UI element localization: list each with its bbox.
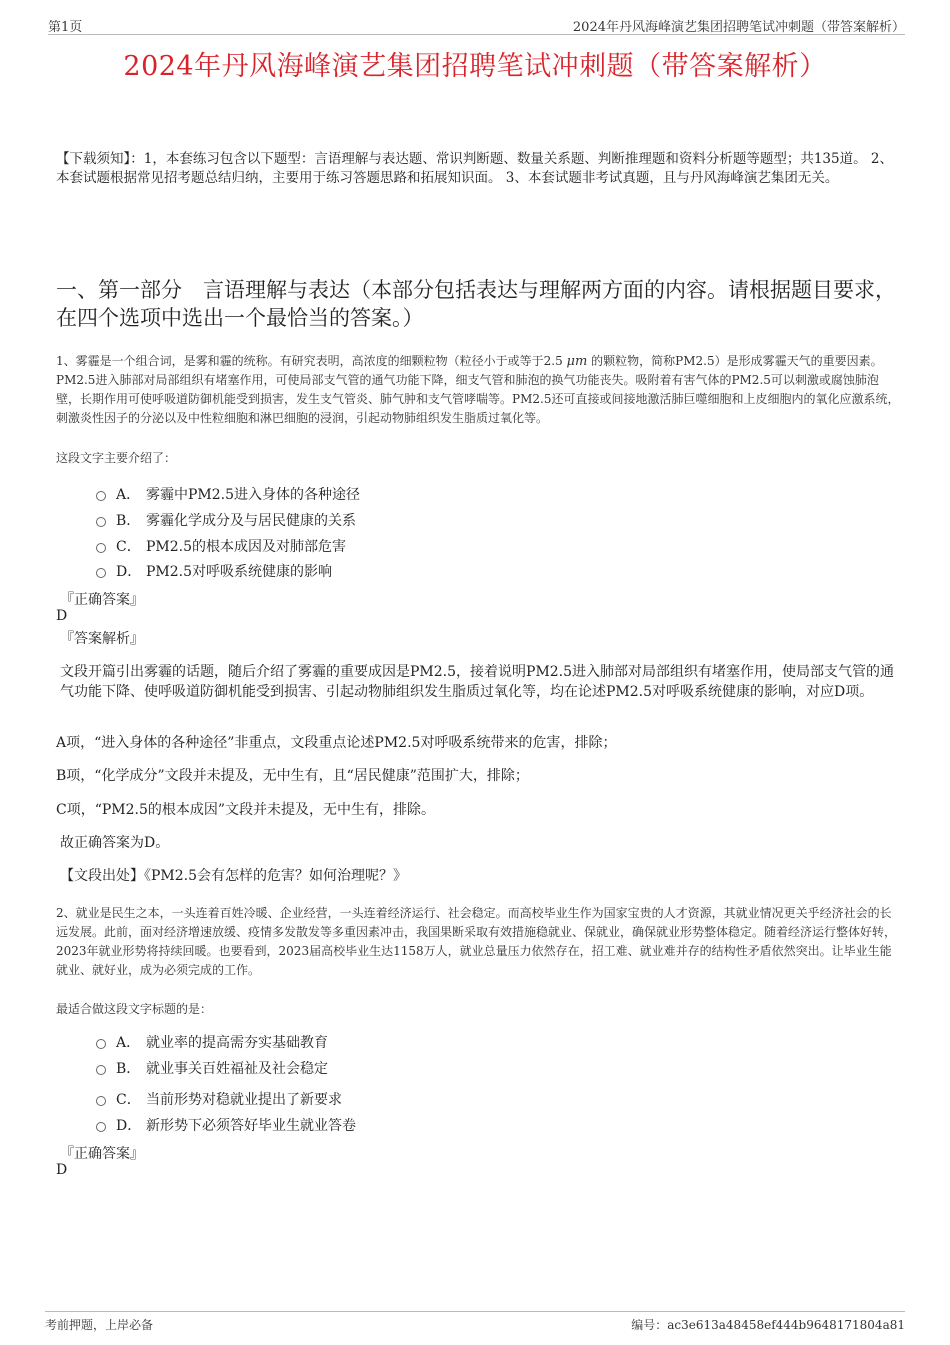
radio-icon[interactable] xyxy=(96,543,106,553)
q1-answer-label: 『正确答案』 xyxy=(60,592,144,608)
micrometer-unit: μm xyxy=(566,354,588,369)
radio-icon[interactable] xyxy=(96,1096,106,1106)
q1-option-a[interactable]: A． 雾霾中PM2.5进入身体的各种途径 xyxy=(96,484,360,504)
section-title: 一、第一部分 言语理解与表达（本部分包括表达与理解两方面的内容。请根据题目要求，在四个选项中选出一个最恰当的答案。） xyxy=(56,278,896,330)
page-title: 2024年丹风海峰演艺集团招聘笔试冲刺题（带答案解析） xyxy=(123,51,827,82)
question-2-text: 2、就业是民生之本，一头连着百姓冷暖、企业经营，一头连着经济运行、社会稳定。而高校毕业生作为国家宝贵的人才资源，其就业情况更关乎经济社会的长远发展。此前，面对经济增速放缓、疫情多发散发等多重因素冲击，我国果断采取有效措施稳就业、保就业，确保就业形势整体稳定。随着经济运行整体好转，2023年就业形势将持续回暖。也要看到，2023届高校毕业生达1158万人，就业总量压力依然存在，招工难、就业难并存的结构性矛盾依然突出。让毕业生能就业、就好业，成为必须完成的工作。 xyxy=(56,906,897,977)
page-number: 第1页 xyxy=(48,20,83,35)
q1-analysis-paragraph: 文段开篇引出雾霾的话题，随后介绍了雾霾的重要成因是PM2.5，接着说明PM2.5进入肺部对局部组织有堵塞作用，使局部支气管的通气功能下降、使呼吸道防御机能受到损害、引起动物肺组织发生脂质过氧化等，均在论述PM2.5对呼吸系统健康的影响，对应D项。 xyxy=(60,664,895,700)
q2-option-b[interactable]: B． 就业事关百姓福祉及社会稳定 xyxy=(96,1058,328,1078)
radio-icon[interactable] xyxy=(96,1039,106,1049)
radio-icon[interactable] xyxy=(96,491,106,501)
q2-option-a[interactable]: A． 就业率的提高需夯实基础教育 xyxy=(96,1032,328,1052)
q2-answer: D xyxy=(56,1162,68,1178)
radio-icon[interactable] xyxy=(96,568,106,578)
page-header xyxy=(48,14,905,35)
q1-option-d[interactable]: D． PM2.5对呼吸系统健康的影响 xyxy=(96,561,332,581)
question-1-text: 1、雾霾是一个组合词，是雾和霾的统称。有研究表明，高浓度的细颗粒物（粒径小于或等于2.5 μm 的颗粒物，简称PM2.5）是形成雾霾天气的重要因素。PM2.5进入肺部对局部组织有堵塞作用，可使局部支气管的通气功能下降，细支气管和肺泡的换气功能丧失。吸附着有害气体的PM2.5可以刺激或腐蚀肺泡壁，长期作用可使呼吸道防御机能受到损害，发生支气管炎、肺气肿和支气管哮喘等。PM2.5还可直接或间接地激活肺巨噬细胞和上皮细胞内的氧化应激系统，刺激炎性因子的分泌以及中性粒细胞和淋巴细胞的浸润，引起动物肺组织发生脂质过氧化等。 xyxy=(56,354,900,425)
download-notice: 【下载须知】：1，本套练习包含以下题型：言语理解与表达题、常识判断题、数量关系题、判断推理题和资料分析题等题型；共135道。 2、本套试题根据常见招考题总结归纳，主要用于练习答题思路和拓展知识面。 3、本套试题非考试真题，且与丹风海峰演艺集团无关。 xyxy=(56,151,893,186)
radio-icon[interactable] xyxy=(96,517,106,527)
question-2-prompt: 最适合做这段文字标题的是： xyxy=(56,1002,213,1016)
q1-option-b[interactable]: B． 雾霾化学成分及与居民健康的关系 xyxy=(96,510,356,530)
q1-answer: D xyxy=(56,608,68,624)
q1-analysis-option-a: A项，“进入身体的各种途径”非重点，文段重点论述PM2.5对呼吸系统带来的危害，排除； xyxy=(56,735,617,751)
footer-slogan: 考前押题，上岸必备 xyxy=(45,1318,154,1332)
q2-option-c[interactable]: C． 当前形势对稳就业提出了新要求 xyxy=(96,1089,342,1109)
q1-analysis-label: 『答案解析』 xyxy=(60,631,144,647)
q1-conclusion: 故正确答案为D。 xyxy=(60,835,170,851)
q1-source: 【文段出处】《PM2.5会有怎样的危害？如何治理呢？》 xyxy=(60,868,408,884)
question-1-prompt: 这段文字主要介绍了： xyxy=(56,451,177,465)
footer-doc-id: 编号：ac3e613a48458ef444b9648171804a81 xyxy=(631,1318,905,1332)
radio-icon[interactable] xyxy=(96,1065,106,1075)
q1-analysis-option-b: B项，“化学成分”文段并未提及，无中生有，且“居民健康”范围扩大，排除； xyxy=(56,768,529,784)
header-doc-title: 2024年丹风海峰演艺集团招聘笔试冲刺题（带答案解析） xyxy=(572,20,905,35)
q2-option-d[interactable]: D． 新形势下必须答好毕业生就业答卷 xyxy=(96,1115,356,1135)
radio-icon[interactable] xyxy=(96,1122,106,1132)
q1-analysis-option-c: C项，“PM2.5的根本成因”文段并未提及，无中生有，排除。 xyxy=(56,802,436,818)
page-footer xyxy=(45,1311,905,1332)
q1-option-c[interactable]: C． PM2.5的根本成因及对肺部危害 xyxy=(96,536,346,556)
q2-answer-label: 『正确答案』 xyxy=(60,1146,144,1162)
